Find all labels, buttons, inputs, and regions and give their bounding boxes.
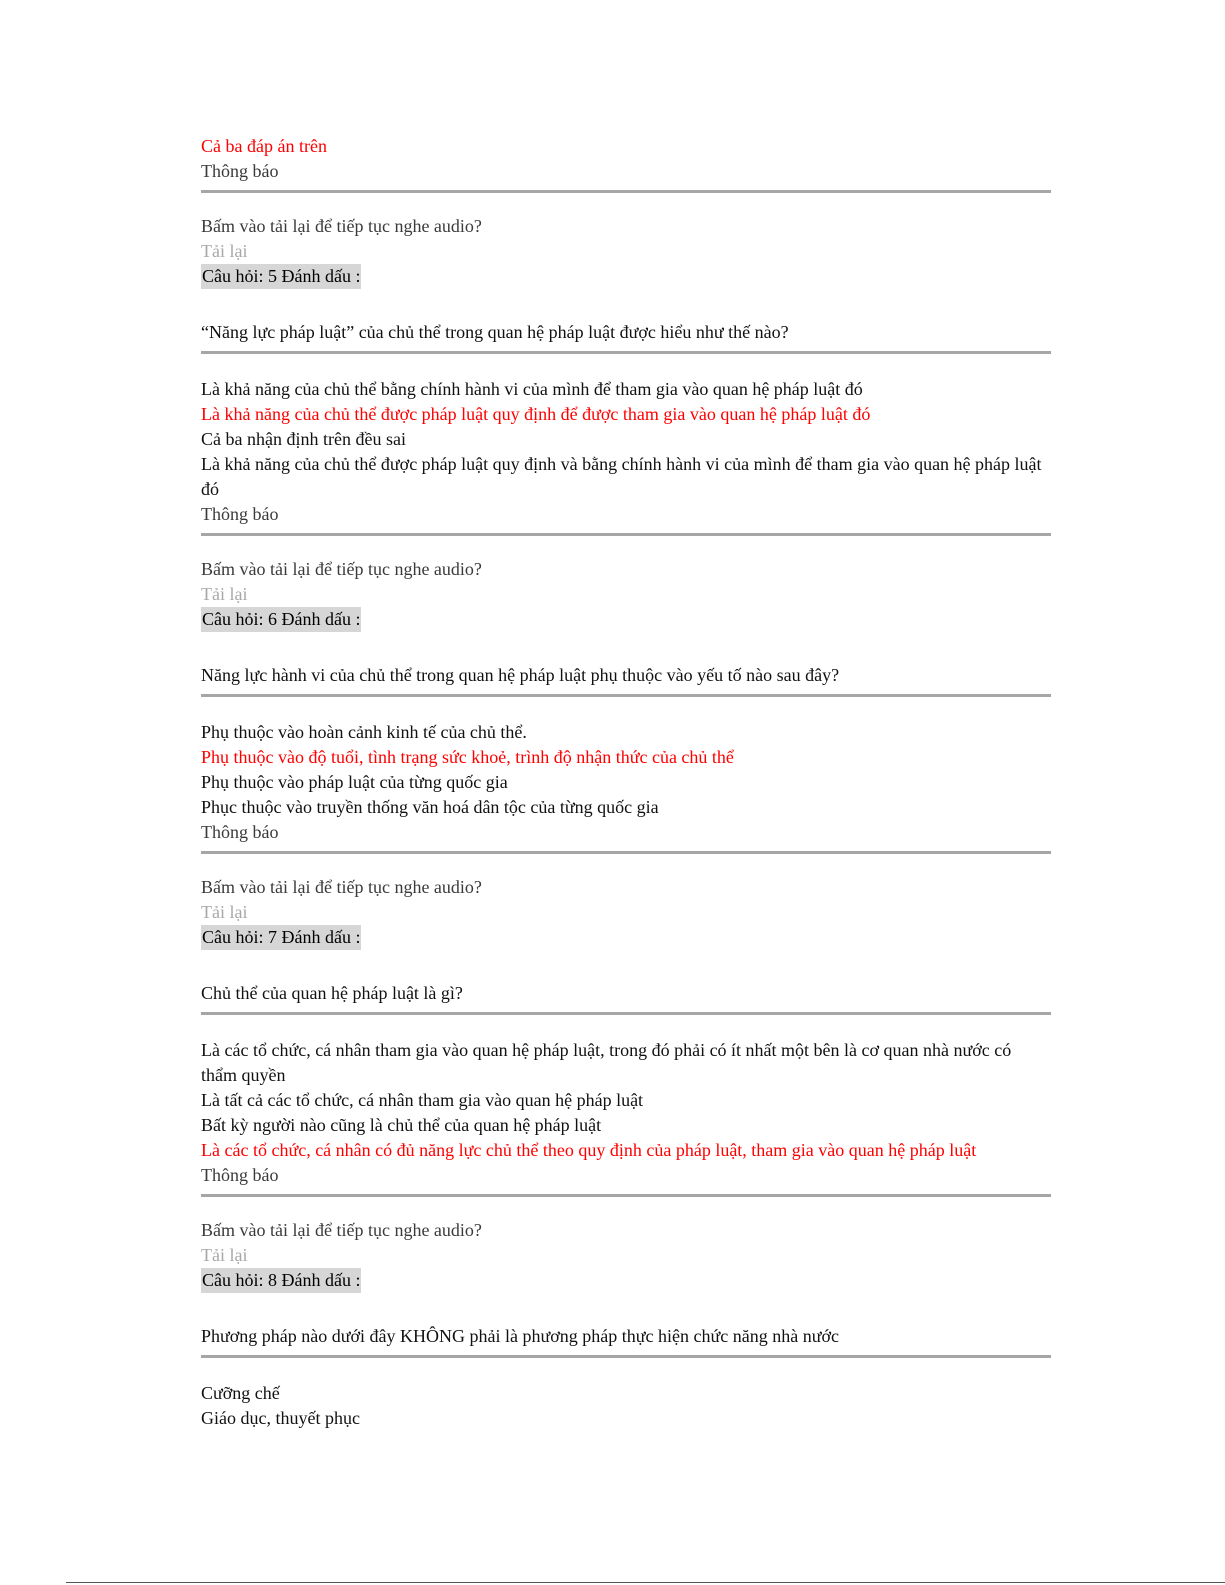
answer-list: [201, 1381, 1051, 1431]
page-bottom-border: [66, 1582, 1225, 1583]
selected-answer[interactable]: Cả ba đáp án trên: [201, 136, 327, 156]
question-text: Chủ thể của quan hệ pháp luật là gì?: [201, 983, 463, 1003]
reload-button[interactable]: Tải lại: [201, 902, 248, 922]
reload-prompt: Bấm vào tải lại để tiếp tục nghe audio?: [201, 1220, 482, 1240]
reload-button[interactable]: Tải lại: [201, 1245, 248, 1265]
notice-label: Thông báo: [201, 504, 279, 524]
reload-prompt: Bấm vào tải lại để tiếp tục nghe audio?: [201, 559, 482, 579]
reload-block: [201, 1218, 1051, 1293]
question-header[interactable]: Câu hỏi: 7 Đánh dấu :: [201, 925, 361, 950]
answer-option[interactable]: Phục thuộc vào truyền thống văn hoá dân tộc của từng quốc gia: [201, 797, 659, 817]
divider: [201, 190, 1051, 193]
divider: [201, 1194, 1051, 1197]
answer-list: [201, 720, 1051, 845]
question-header[interactable]: Câu hỏi: 8 Đánh dấu :: [201, 1268, 361, 1293]
divider: [201, 533, 1051, 536]
answer-list: [201, 1038, 1051, 1188]
divider: [201, 694, 1051, 697]
question-text: Năng lực hành vi của chủ thể trong quan hệ pháp luật phụ thuộc vào yếu tố nào sau đây?: [201, 665, 840, 685]
divider: [201, 851, 1051, 854]
answer-option[interactable]: Là các tổ chức, cá nhân tham gia vào quan hệ pháp luật, trong đó phải có ít nhất một bên là cơ quan nhà nước có thẩm quyền: [201, 1040, 1012, 1085]
reload-block: [201, 214, 1051, 289]
question-header[interactable]: Câu hỏi: 5 Đánh dấu :: [201, 264, 361, 289]
question-header[interactable]: Câu hỏi: 6 Đánh dấu :: [201, 607, 361, 632]
answer-option-correct[interactable]: Là khả năng của chủ thể được pháp luật quy định để được tham gia vào quan hệ pháp luật đó: [201, 404, 871, 424]
answer-option[interactable]: Là khả năng của chủ thể được pháp luật quy định và bằng chính hành vi của mình để tham gia vào quan hệ pháp luật đó: [201, 454, 1042, 499]
answer-option[interactable]: Cả ba nhận định trên đều sai: [201, 429, 406, 449]
answer-option[interactable]: Là khả năng của chủ thể bằng chính hành vi của mình để tham gia vào quan hệ pháp luật đó: [201, 379, 863, 399]
question-text: Phương pháp nào dưới đây KHÔNG phải là phương pháp thực hiện chức năng nhà nước: [201, 1326, 839, 1346]
question-text: “Năng lực pháp luật” của chủ thể trong quan hệ pháp luật được hiểu như thế nào?: [201, 322, 789, 342]
reload-button[interactable]: Tải lại: [201, 241, 248, 261]
answer-list: [201, 377, 1051, 527]
answer-option[interactable]: Giáo dục, thuyết phục: [201, 1408, 360, 1428]
reload-button[interactable]: Tải lại: [201, 584, 248, 604]
divider: [201, 1355, 1051, 1358]
answer-option[interactable]: Cưỡng chế: [201, 1383, 280, 1403]
answer-option-correct[interactable]: Phụ thuộc vào độ tuổi, tình trạng sức khoẻ, trình độ nhận thức của chủ thể: [201, 747, 734, 767]
notice-label: Thông báo: [201, 1165, 279, 1185]
answer-option-correct[interactable]: Là các tổ chức, cá nhân có đủ năng lực chủ thể theo quy định của pháp luật, tham gia vào quan hệ pháp luật: [201, 1140, 977, 1160]
divider: [201, 1012, 1051, 1015]
notice-label: Thông báo: [201, 161, 279, 181]
reload-block: [201, 557, 1051, 632]
reload-prompt: Bấm vào tải lại để tiếp tục nghe audio?: [201, 877, 482, 897]
answer-option[interactable]: Phụ thuộc vào pháp luật của từng quốc gia: [201, 772, 508, 792]
answer-option[interactable]: Phụ thuộc vào hoàn cảnh kinh tế của chủ thể.: [201, 722, 527, 742]
quiz-document: [201, 134, 1051, 1431]
answer-option[interactable]: Là tất cả các tổ chức, cá nhân tham gia vào quan hệ pháp luật: [201, 1090, 644, 1110]
notice-label: Thông báo: [201, 822, 279, 842]
reload-block: [201, 875, 1051, 950]
divider: [201, 351, 1051, 354]
reload-prompt: Bấm vào tải lại để tiếp tục nghe audio?: [201, 216, 482, 236]
answer-option[interactable]: Bất kỳ người nào cũng là chủ thể của quan hệ pháp luật: [201, 1115, 602, 1135]
